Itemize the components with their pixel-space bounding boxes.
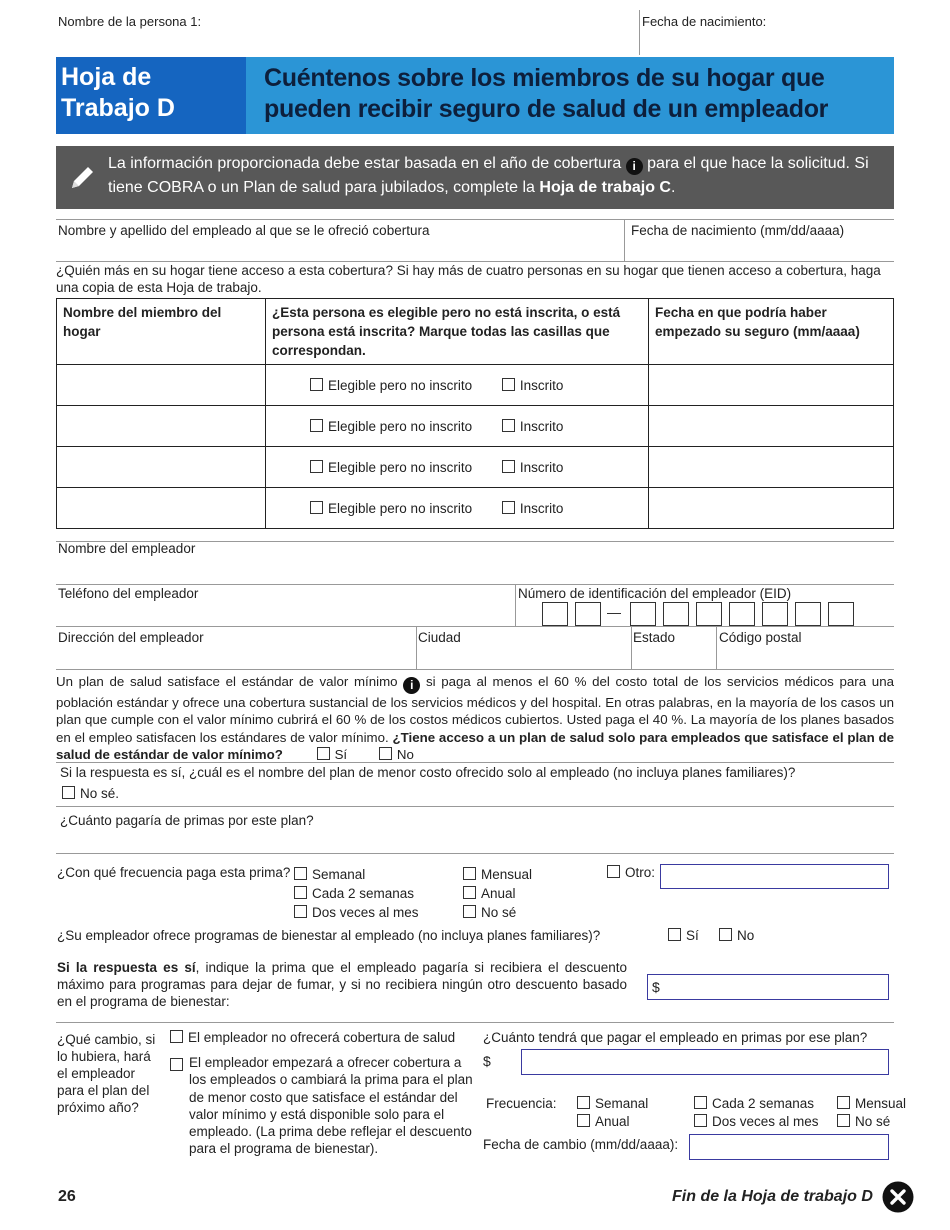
checkbox-icon: [170, 1030, 183, 1043]
col-header-name: Nombre del miembro del hogar: [57, 299, 266, 365]
min-value-no-checkbox[interactable]: No: [379, 747, 414, 762]
checkbox-icon: [170, 1058, 183, 1071]
checkbox-icon: [310, 378, 323, 391]
address-divider: [416, 626, 417, 670]
no-coverage-checkbox[interactable]: El empleador no ofrecerá cobertura de salud: [170, 1030, 455, 1045]
freq-twice-month-checkbox[interactable]: Dos veces al mes: [294, 903, 419, 922]
col-header-date: Fecha en que podría haber empezado su seguro (mm/aaaa): [649, 299, 894, 365]
dollar-sign: $: [652, 979, 660, 995]
start-date-cell[interactable]: [649, 365, 894, 406]
change-date-label: Fecha de cambio (mm/dd/aaaa):: [483, 1137, 679, 1152]
frequency-col-1: [294, 865, 419, 922]
min-value-yes-checkbox[interactable]: Sí: [317, 747, 348, 762]
eid-digit-box[interactable]: [795, 602, 821, 626]
checkbox-icon: [463, 867, 476, 880]
start-date-cell[interactable]: [649, 488, 894, 529]
checkbox-icon: [317, 747, 330, 760]
divider: [56, 219, 894, 220]
checkbox-icon: [837, 1114, 850, 1127]
checkbox-icon: [294, 905, 307, 918]
checkbox-icon: [379, 747, 392, 760]
checkbox-icon: [62, 786, 75, 799]
member-name-cell[interactable]: [57, 488, 266, 529]
change-freq-annual-checkbox[interactable]: Anual: [577, 1113, 648, 1131]
eid-digit-box[interactable]: [630, 602, 656, 626]
divider: [56, 584, 894, 585]
checkbox-icon: [310, 460, 323, 473]
change-freq-twice-month-checkbox[interactable]: Dos veces al mes: [694, 1113, 819, 1131]
freq-dont-know-checkbox[interactable]: No sé: [463, 903, 532, 922]
checkbox-icon: [837, 1096, 850, 1109]
member-name-cell[interactable]: [57, 365, 266, 406]
info-note: [56, 146, 894, 209]
close-icon: [882, 1181, 914, 1213]
eid-digit-box[interactable]: [729, 602, 755, 626]
checkbox-icon: [577, 1114, 590, 1127]
wellness-detail: Si la respuesta es sí, indique la prima que el empleado pagaría si recibiera el descuento máximo para programas para dejar de fumar, y si no recibiera ningún otro descuento basado en el programa de bienestar:: [57, 960, 627, 1009]
frequency-question: ¿Con qué frecuencia paga esta prima?: [57, 865, 291, 880]
eid-label: Número de identificación del empleador (EID): [518, 586, 792, 601]
pencil-icon: [68, 162, 98, 192]
dollar-sign: $: [483, 1053, 491, 1069]
enrolled-checkbox[interactable]: Inscrito: [502, 419, 564, 434]
change-date-input[interactable]: [689, 1134, 889, 1160]
wellness-yes-checkbox[interactable]: Sí: [668, 928, 699, 943]
divider: [56, 669, 894, 670]
table-row: [57, 406, 894, 447]
city-divider: [631, 626, 632, 670]
start-date-cell[interactable]: [649, 447, 894, 488]
sheet-title-box: [56, 57, 246, 134]
eid-divider: [515, 584, 516, 627]
eligible-checkbox[interactable]: Elegible pero no inscrito: [310, 378, 472, 393]
eid-digit-box[interactable]: [696, 602, 722, 626]
eligible-checkbox[interactable]: Elegible pero no inscrito: [310, 501, 472, 516]
city-label: Ciudad: [418, 630, 461, 645]
checkbox-icon: [294, 886, 307, 899]
checkbox-icon: [463, 886, 476, 899]
checkbox-icon: [310, 419, 323, 432]
checkbox-icon: [310, 501, 323, 514]
divider: [56, 853, 894, 854]
freq-weekly-checkbox[interactable]: Semanal: [294, 865, 419, 884]
enrolled-checkbox[interactable]: Inscrito: [502, 501, 564, 516]
note-text: La información proporcionada debe estar basada en el año de cobertura i para el que hace la solicitud. Si tiene COBRA o un Plan de salud para jubilados, complete la Hoja de trabajo C.: [108, 155, 869, 196]
checkbox-icon: [607, 865, 620, 878]
changes-question: ¿Qué cambio, si lo hubiera, hará el empleador para el plan del próximo año?: [57, 1032, 156, 1115]
state-divider: [716, 626, 717, 670]
change-freq-col-1: [577, 1095, 648, 1131]
enrolled-checkbox[interactable]: Inscrito: [502, 460, 564, 475]
lowest-plan-question: Si la respuesta es sí, ¿cuál es el nombre del plan de menor costo ofrecido solo al empleado (no incluya planes familiares)?: [60, 765, 796, 780]
top-divider: [639, 10, 640, 55]
employer-phone-label: Teléfono del empleador: [58, 586, 199, 601]
freq-other-input[interactable]: [660, 864, 889, 889]
divider: [56, 806, 894, 807]
household-intro: ¿Quién más en su hogar tiene acceso a esta cobertura? Si hay más de cuatro personas en su hogar que tienen acceso a cobertura, haga una copia de esta Hoja de trabajo.: [56, 263, 881, 295]
divider: [56, 1022, 894, 1023]
checkbox-icon: [294, 867, 307, 880]
eid-digit-box[interactable]: [762, 602, 788, 626]
employer-address-label: Dirección del empleador: [58, 630, 204, 645]
page-heading: Cuéntenos sobre los miembros de su hogar que pueden recibir seguro de salud de un empleador: [264, 64, 829, 123]
change-freq-biweekly-checkbox[interactable]: Cada 2 semanas: [694, 1095, 819, 1113]
top-birth-label: Fecha de nacimiento:: [642, 14, 767, 29]
member-name-cell[interactable]: [57, 406, 266, 447]
employee-birth-label: Fecha de nacimiento (mm/dd/aaaa): [631, 223, 845, 238]
divider: [56, 762, 894, 763]
enrolled-checkbox[interactable]: Inscrito: [502, 378, 564, 393]
checkbox-icon: [694, 1114, 707, 1127]
state-label: Estado: [633, 630, 676, 645]
eid-digit-box[interactable]: [828, 602, 854, 626]
change-premium-label: El empleador empezará a ofrecer cobertura a los empleados o cambiará la prima para el plan de menor costo que satisface el estándar del valor mínimo y está disponible solo para el empleado. (La prima debe reflejar el descuento para el programa de bienestar).: [189, 1055, 473, 1157]
frequency-label: Frecuencia:: [486, 1096, 557, 1111]
zip-label: Código postal: [719, 630, 802, 645]
eligible-checkbox[interactable]: Elegible pero no inscrito: [310, 419, 472, 434]
freq-other-checkbox[interactable]: Otro:: [607, 865, 655, 880]
table-row: [57, 365, 894, 406]
employer-name-label: Nombre del empleador: [58, 541, 196, 556]
col-header-status: ¿Esta persona es elegible pero no está inscrita, o está persona está inscrita? Marque todas las casillas que correspondan.: [266, 299, 649, 365]
page-number: 26: [58, 1188, 76, 1205]
employee-divider: [624, 219, 625, 261]
eid-digit-box[interactable]: [575, 602, 601, 626]
frequency-col-2: [463, 865, 532, 922]
wellness-question: ¿Su empleador ofrece programas de bienestar al empleado (no incluya planes familiares)?: [57, 928, 601, 943]
heading-box: [246, 57, 894, 134]
change-freq-monthly-checkbox[interactable]: Mensual: [837, 1095, 906, 1113]
wellness-premium-input[interactable]: [647, 974, 889, 1000]
eid-digit-box[interactable]: [542, 602, 568, 626]
checkbox-icon: [502, 460, 515, 473]
checkbox-icon: [719, 928, 732, 941]
checkbox-icon: [463, 905, 476, 918]
freq-biweekly-checkbox[interactable]: Cada 2 semanas: [294, 884, 419, 903]
eid-digit-box[interactable]: [663, 602, 689, 626]
checkbox-icon: [502, 501, 515, 514]
change-premium-checkbox[interactable]: [170, 1058, 188, 1073]
person-name-label: Nombre de la persona 1:: [58, 14, 202, 29]
divider: [56, 626, 894, 627]
checkbox-icon: [694, 1096, 707, 1109]
change-freq-dont-know-checkbox[interactable]: No sé: [837, 1113, 906, 1131]
member-name-cell[interactable]: [57, 447, 266, 488]
checkbox-icon: [502, 378, 515, 391]
sheet-title: Hoja de Trabajo D: [61, 63, 175, 122]
end-text: Fin de la Hoja de trabajo D: [672, 1188, 873, 1205]
eid-dash: —: [607, 604, 621, 620]
employee-name-label: Nombre y apellido del empleado al que se le ofreció cobertura: [58, 223, 430, 238]
min-value-paragraph: Un plan de salud satisface el estándar de valor mínimo i si paga al menos el 60 % del costo total de los servicios médicos para una población estándar y ofrece una cobertura sustancial de los servicios médicos y del hospital. En otras palabras, en la mayoría de los casos un plan que cumple con el valor mínimo cubrirá el 60 % de los costos médicos cubiertos. Usted paga el 40 %. La mayoría de los planes basados en el empleo satisfacen los estándares de valor mínimo. ¿Tiene acceso a un plan de salud solo para empleados que satisface el plan de salud de estándar de valor mínimo? Sí No: [56, 674, 895, 762]
eligible-checkbox[interactable]: Elegible pero no inscrito: [310, 460, 472, 475]
table-row: [57, 488, 894, 529]
dont-know-checkbox[interactable]: No sé.: [62, 786, 119, 801]
premium-question: ¿Cuánto pagaría de primas por este plan?: [60, 813, 314, 828]
freq-monthly-checkbox[interactable]: Mensual: [463, 865, 532, 884]
household-table: [56, 298, 894, 529]
start-date-cell[interactable]: [649, 406, 894, 447]
checkbox-icon: [502, 419, 515, 432]
change-freq-col-3: [837, 1095, 906, 1131]
change-premium-question: ¿Cuánto tendrá que pagar el empleado en primas por ese plan?: [483, 1030, 868, 1045]
change-freq-weekly-checkbox[interactable]: Semanal: [577, 1095, 648, 1113]
change-premium-input[interactable]: [521, 1049, 889, 1075]
freq-annual-checkbox[interactable]: Anual: [463, 884, 532, 903]
checkbox-icon: [668, 928, 681, 941]
info-icon[interactable]: i: [403, 677, 420, 694]
table-row: [57, 447, 894, 488]
wellness-no-checkbox[interactable]: No: [719, 928, 754, 943]
info-icon[interactable]: i: [626, 158, 643, 175]
checkbox-icon: [577, 1096, 590, 1109]
change-freq-col-2: [694, 1095, 819, 1131]
